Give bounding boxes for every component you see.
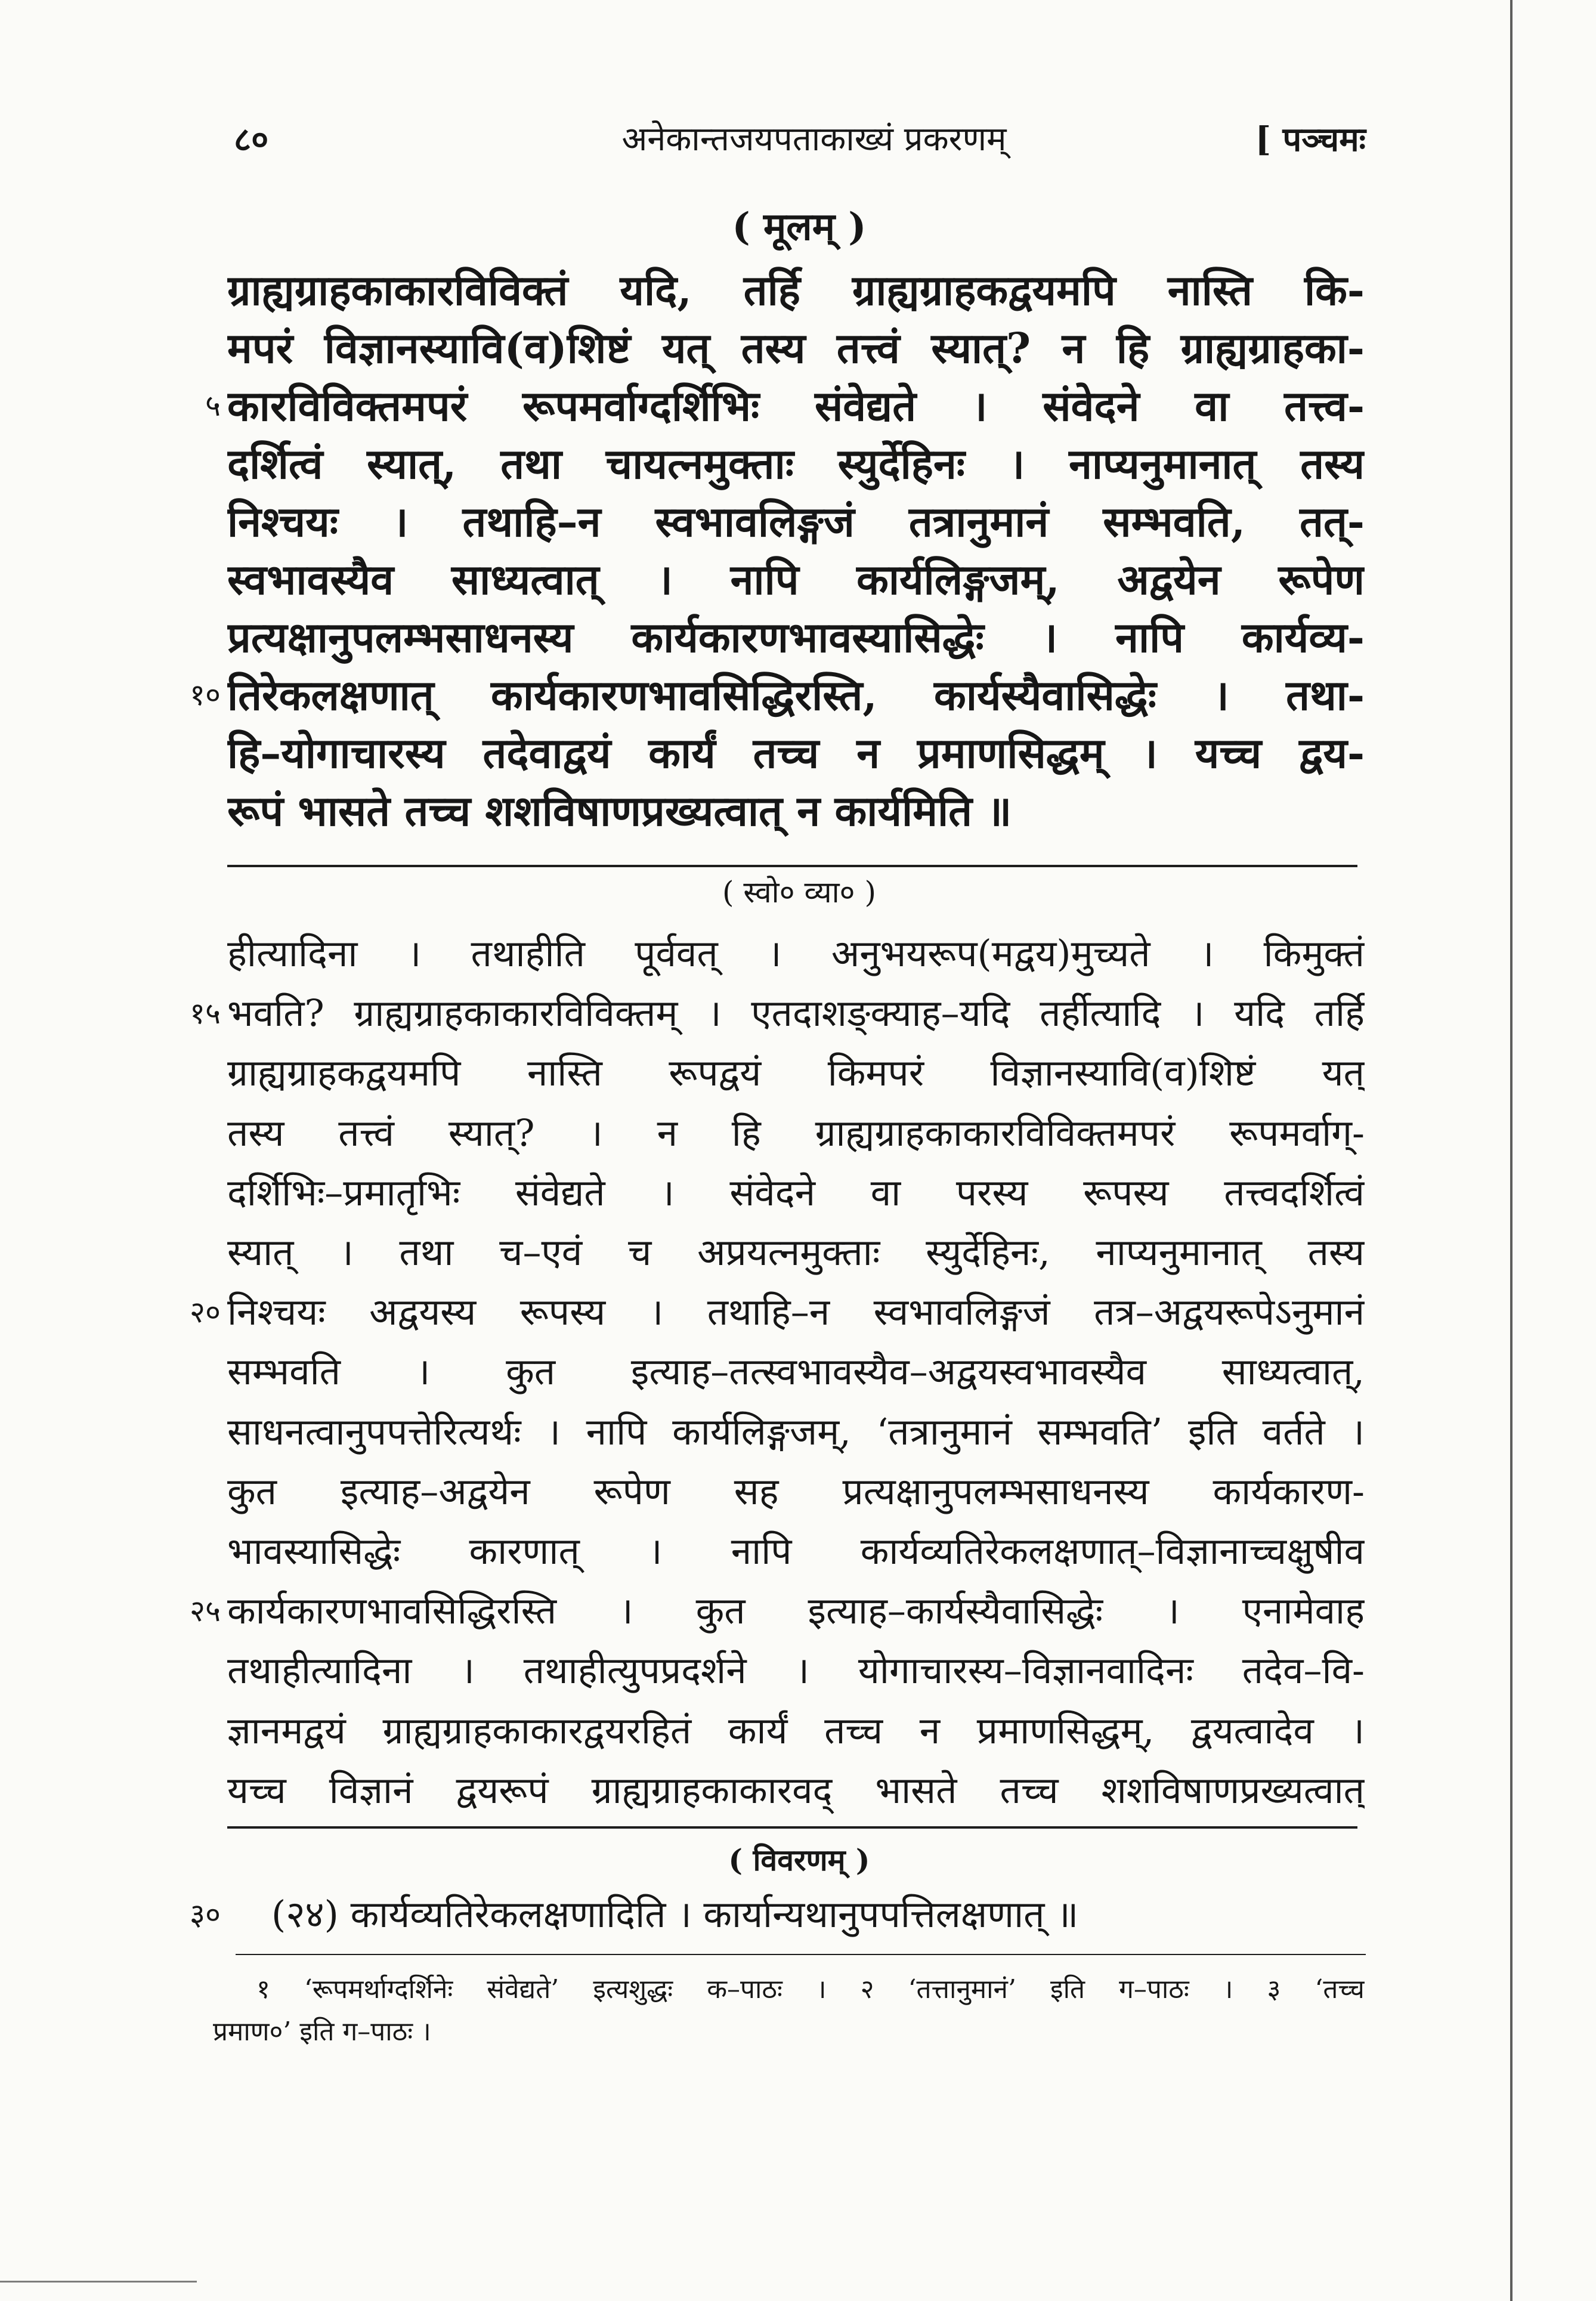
margin-line-number: ५: [205, 388, 221, 423]
footnote-line: प्रमाण०’ इति ग–पाठः ।: [213, 2017, 431, 2047]
margin-line-number: १०: [190, 678, 221, 712]
mulam-line: हि–योगाचारस्य तदेवाद्वयं कार्यं तच्च न प्रमाणसिद्धम् । यच्च द्वय-: [227, 728, 1365, 778]
commentary-line: भावस्यासिद्धेः कारणात् । नापि कार्यव्यतिरेकलक्षणात्–विज्ञानाच्चक्षुषीव: [227, 1529, 1365, 1573]
vivaranam-heading: ( विवरणम् ): [728, 1842, 870, 1878]
page-number: ८०: [234, 120, 269, 159]
commentary-line: सम्भवति । कुत इत्याह–तत्स्वभावस्यैव–अद्वयस्वभावस्यैव साध्यत्वात्,: [227, 1350, 1365, 1393]
commentary-line: भवति? ग्राह्यग्राहकाकारविविक्तम् । एतदाशङ्क्याह–यदि तर्हीत्यादि । यदि तर्हि: [227, 991, 1365, 1035]
margin-line-number: २०: [190, 1295, 221, 1329]
vivaranam-line: (२४) कार्यव्यतिरेकलक्षणादिति । कार्यान्यथानुपपत्तिलक्षणात् ॥: [271, 1892, 1079, 1936]
footnote-line: १ ‘रूपमर्थाग्दर्शिनेः संवेद्यते’ इत्यशुद्धः क–पाठः । २ ‘तत्तानुमानं’ इति ग–पाठः । ३ ‘तच्च: [256, 1974, 1365, 2005]
scan-edge-line: [1510, 0, 1513, 2301]
commentary-line: कार्यकारणभावसिद्धिरस्ति । कुत इत्याह–कार्यस्यैवासिद्धेः । एनामेवाह: [227, 1589, 1365, 1632]
commentary-line: तस्य तत्त्वं स्यात्? । न हि ग्राह्यग्राहकाकारविविक्तमपरं रूपमर्वाग्-: [227, 1111, 1365, 1155]
mulam-line: प्रत्यक्षानुपलम्भसाधनस्य कार्यकारणभावस्यासिद्धेः । नापि कार्यव्य-: [227, 613, 1365, 662]
margin-line-number: १५: [190, 996, 221, 1031]
footnote-divider: [236, 1954, 1366, 1955]
mulam-line: ग्राह्यग्राहकाकारविविक्तं यदि, तर्हि ग्राह्यग्राहकद्वयमपि नास्ति कि-: [227, 265, 1365, 315]
commentary-line: साधनत्वानुपपत्तेरित्यर्थः । नापि कार्यलिङ्गजम्, ‘तत्रानुमानं सम्भवति’ इति वर्तते ।: [227, 1410, 1365, 1453]
commentary-line: दर्शिभिः–प्रमातृभिः संवेद्यते । संवेदने वा परस्य रूपस्य तत्त्वदर्शित्वं: [227, 1171, 1365, 1214]
mulam-line: स्वभावस्यैव साध्यत्वात् । नापि कार्यलिङ्गजम्, अद्वयेन रूपेण: [227, 555, 1365, 604]
commentary-line: निश्चयः अद्वयस्य रूपस्य । तथाहि–न स्वभावलिङ्गजं तत्र–अद्वयरूपेऽनुमानं: [227, 1290, 1365, 1334]
mulam-line: रूपं भासते तच्च शशविषाणप्रख्यत्वात् न कार्यमिति ॥: [227, 786, 1012, 836]
mulam-line: कारविविक्तमपरं रूपमर्वाग्दर्शिभिः संवेद्यते । संवेदने वा तत्त्व-: [227, 381, 1365, 431]
section-divider: [227, 1826, 1357, 1829]
commentary-line: तथाहीत्यादिना । तथाहीत्युपप्रदर्शने । योगाचारस्य–विज्ञानवादिनः तदेव–वि-: [227, 1649, 1365, 1692]
commentary-line: ग्राह्यग्राहकद्वयमपि नास्ति रूपद्वयं किमपरं विज्ञानस्यावि(व)शिष्टं यत्: [227, 1051, 1365, 1094]
mulam-line: मपरं विज्ञानस्यावि(व)शिष्टं यत् तस्य तत्त्वं स्यात्? न हि ग्राह्यग्राहका-: [227, 323, 1365, 373]
commentary-line: स्यात् । तथा च–एवं च अप्रयत्नमुक्ताः स्युर्देहिनः, नाप्यनुमानात् तस्य: [227, 1230, 1365, 1274]
chapter-label: [ पञ्चमः: [1255, 120, 1366, 159]
commentary-heading: ( स्वो० व्या० ): [722, 875, 876, 910]
commentary-line: यच्च विज्ञानं द्वयरूपं ग्राह्यग्राहकाकारवद् भासते तच्च शशविषाणप्रख्यत्वात्: [227, 1768, 1365, 1812]
margin-line-number: ३०: [190, 1897, 221, 1932]
scan-bottom-mark: [0, 2281, 197, 2283]
mulam-heading: ( मूलम् ): [732, 205, 867, 249]
commentary-line: कुत इत्याह–अद्वयेन रूपेण सह प्रत्यक्षानुपलम्भसाधनस्य कार्यकारण-: [227, 1470, 1365, 1513]
mulam-line: दर्शित्वं स्यात्, तथा चायत्नमुक्ताः स्युर्देहिनः । नाप्यनुमानात् तस्य: [227, 439, 1365, 488]
commentary-line: ज्ञानमद्वयं ग्राह्यग्राहकाकारद्वयरहितं कार्यं तच्च न प्रमाणसिद्धम्, द्वयत्वादेव ।: [227, 1709, 1365, 1752]
running-title: अनेकान्तजयपताकाख्यं प्रकरणम्: [621, 120, 1007, 159]
mulam-line: तिरेकलक्षणात् कार्यकारणभावसिद्धिरस्ति, कार्यस्यैवासिद्धेः । तथा-: [227, 670, 1365, 720]
margin-line-number: २५: [190, 1594, 221, 1628]
commentary-line: हीत्यादिना । तथाहीति पूर्ववत् । अनुभयरूप(मद्वय)मुच्यते । किमुक्तं: [227, 932, 1365, 975]
mulam-line: निश्चयः । तथाहि–न स्वभावलिङ्गजं तत्रानुमानं सम्भवति, तत्-: [227, 497, 1365, 546]
section-divider: [227, 865, 1357, 867]
